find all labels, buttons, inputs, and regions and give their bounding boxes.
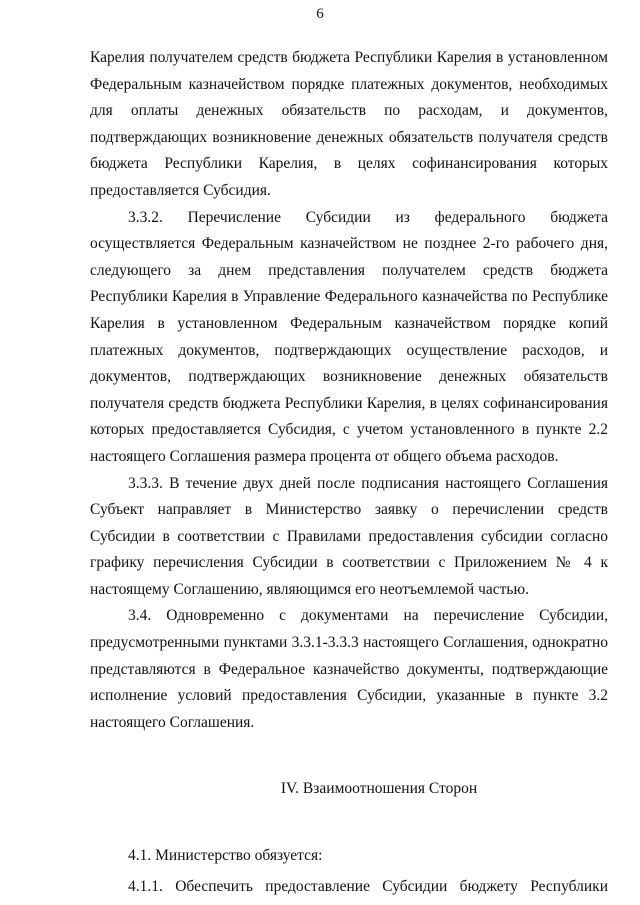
clause-4-1-1: 4.1.1. Обеспечить предоставление Субсидии бюджету Республики [128,877,608,895]
clause-4-1: 4.1. Министерство обязуется: [128,847,323,865]
paragraph-3-3-2: 3.3.2. Перечисление Субсидии из федерального бюджета осуществляется Федеральным казначейством не позднее 2-го рабочего дня, следующего за днем представления получателем средств бюджета Республики Карелия в Управление Федерального казначейства по Республике Карелия в установленном Федеральным казначейством порядке копий платежных документов, подтверждающих осуществление расходов, и документов, подтверждающих возникновение денежных обязательств получателя средств бюджета Республики Карелия, в целях софинансирования которых предоставляется Субсидия, с учетом установленного в пункте 2.2 настоящего Соглашения размера процента от общего объема расходов. [90,208,608,465]
paragraph-continuation: Карелия получателем средств бюджета Республики Карелия в установленном Федеральным казначейством порядке платежных документов, необходимых для оплаты денежных обязательств по расходам, и документов, подтверждающих возникновение денежных обязательств получателя средств бюджета Республики Карелия, в целях софинансирования которых предоставляется Субсидия. [90,49,608,199]
paragraph-3-3-3: 3.3.3. В течение двух дней после подписания настоящего Соглашения Субъект направляет в Министерство заявку о перечислении средств Субсидии в соответствии с Правилами предоставления субсидии согласно графику перечисления Субсидии в соответствии с Приложением № 4 к настоящему Соглашению, являющимся его неотъемлемой частью. [90,474,608,598]
page-number: 6 [316,6,324,22]
document-body [90,45,608,900]
paragraph-3-4: 3.4. Одновременно с документами на перечисление Субсидии, предусмотренными пунктами 3.3.1-3.3.3 настоящего Соглашения, однократно представляются в Федеральное казначейство документы, подтверждающие исполнение условий предоставления Субсидии, указанные в пункте 3.2 настоящего Соглашения. [90,607,608,731]
section-heading: IV. Взаимоотношения Сторон [280,780,478,798]
